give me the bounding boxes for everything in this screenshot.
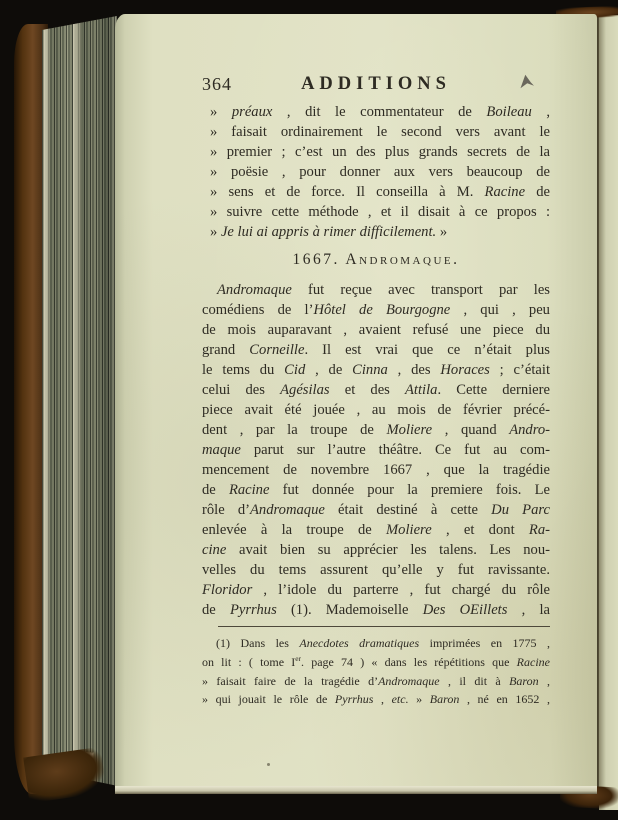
body-line: enlevée à la troupe de Moliere , et dont Ra- — [202, 522, 550, 538]
body-line: Andromaque fut reçue avec transport par les — [217, 282, 550, 298]
page-edge-light-band — [73, 16, 82, 792]
footnote-separator — [218, 626, 550, 627]
page-bottom-edge — [115, 786, 597, 794]
body-line: velles du tems assurent qu’elle y fut ravissante. — [202, 562, 550, 578]
body-line: comédiens de l’Hôtel de Bourgogne , qui , peu — [202, 302, 550, 318]
body-paragraph — [202, 280, 550, 620]
page-edge-light-band — [44, 16, 49, 792]
quote-line: » préaux , dit le commentateur de Boileau , — [210, 104, 551, 120]
body-line: mencement de novembre 1667 , que la tragédie — [202, 462, 550, 478]
body-line: rôle d’Andromaque était destiné à cette Du Parc — [202, 502, 550, 518]
quote-block — [202, 102, 550, 242]
body-line: le tems du Cid , de Cinna , des Horaces ; c’était — [202, 362, 550, 378]
spine-foot — [23, 747, 107, 803]
book-page — [115, 14, 597, 793]
page-header — [202, 74, 550, 96]
running-header: ADDITIONS — [301, 74, 451, 94]
body-line: de mois auparavant , avaient refusé une piece du — [202, 322, 550, 338]
quote-line: » premier ; c’est un des plus grands secrets de la — [210, 144, 550, 160]
body-line: grand Corneille. Il est vrai que ce n’était plus — [202, 342, 550, 358]
paper-speck — [267, 763, 270, 766]
quote-line: » poësie , pour donner aux vers beaucoup de — [210, 164, 550, 180]
footnote-line: » qui jouait le rôle de Pyrrhus , etc. » Baron , né en 1652 , — [202, 692, 551, 707]
body-line: cine avait bien su apprécier les talens. Les nou- — [202, 542, 550, 558]
body-line: maque parut sur l’autre théâtre. Ce fut au com- — [202, 442, 550, 458]
body-line: Floridor , l’idole du parterre , fut chargé du rôle — [202, 582, 550, 598]
section-heading: 1667. Andromaque. — [292, 251, 460, 268]
footnote-line: » faisait faire de la tragédie d’Andromaque , il dit à Baron , — [202, 673, 550, 688]
footnote-line: on lit : ( tome Ier. page 74 ) « dans les répétitions que Racine — [202, 653, 550, 669]
footnote-block — [202, 634, 550, 709]
printed-text-block — [202, 74, 550, 709]
page-number: 364 — [202, 74, 232, 94]
facing-page-sliver — [599, 15, 618, 810]
body-line: de Racine fut donnée pour la premiere fois. Le — [202, 482, 550, 498]
body-line: celui des Agésilas et des Attila. Cette derniere — [202, 382, 550, 398]
quote-line: » faisait ordinairement le second vers avant le — [210, 124, 550, 140]
footnote-line: (1) Dans les Anecdotes dramatiques imprimées en 1775 , — [216, 636, 551, 650]
page-edges-stack — [42, 16, 117, 792]
body-line: piece avait été jouée , au mois de février précé- — [202, 402, 550, 418]
body-line: dent , par la troupe de Moliere , quand Andro- — [202, 422, 551, 438]
quote-line: » suivre cette méthode , et il disait à ce propos : — [210, 204, 550, 220]
quote-line: » Je lui ai appris à rimer difficilement. » — [210, 224, 448, 240]
body-line: de Pyrrhus (1). Mademoiselle Des OEillets , la — [202, 602, 550, 618]
quote-line: » sens et de force. Il conseilla à M. Racine de — [210, 184, 550, 200]
